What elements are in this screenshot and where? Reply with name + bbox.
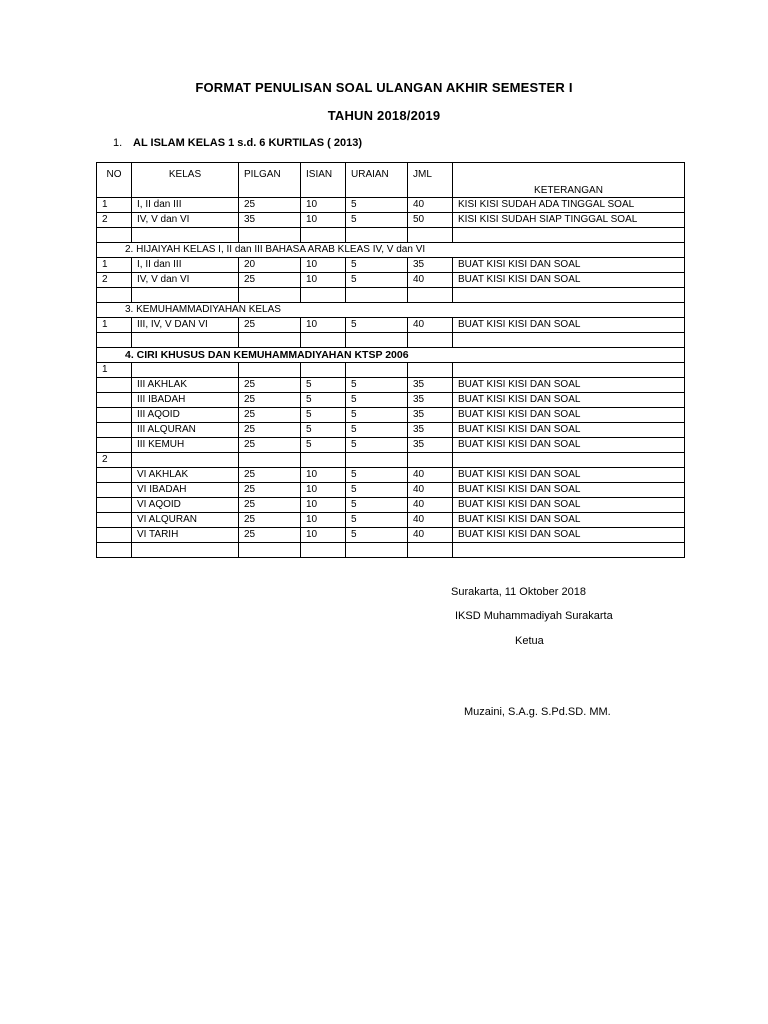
- cell-no: 1: [97, 198, 132, 213]
- table-row: [97, 438, 685, 453]
- empty-cell: [453, 333, 685, 348]
- cell-pilgan: 25: [239, 438, 301, 453]
- document-subtitle: TAHUN 2018/2019: [327, 108, 441, 123]
- section-1-number: 1.: [113, 137, 123, 149]
- cell-pilgan: 20: [239, 258, 301, 273]
- empty-cell: [132, 228, 239, 243]
- cell-ket: BUAT KISI KISI DAN SOAL: [453, 438, 685, 453]
- cell-pilgan: 25: [239, 198, 301, 213]
- cell-kelas: III IBADAH: [132, 393, 239, 408]
- table-row: [97, 483, 685, 498]
- cell-jml: 40: [408, 273, 453, 288]
- header-uraian: URAIAN: [346, 163, 408, 198]
- cell-no: [97, 438, 132, 453]
- table-row: [97, 513, 685, 528]
- cell-jml: 40: [408, 498, 453, 513]
- empty-cell: [346, 333, 408, 348]
- table-row: [97, 498, 685, 513]
- cell-no: [97, 378, 132, 393]
- cell-ket: BUAT KISI KISI DAN SOAL: [453, 378, 685, 393]
- section-1-heading: [113, 137, 362, 149]
- cell-no: 2: [97, 213, 132, 228]
- cell-pilgan: 25: [239, 483, 301, 498]
- section-heading-row: [97, 348, 685, 363]
- cell-jml: 35: [408, 258, 453, 273]
- section-1-label: AL ISLAM KELAS 1 s.d. 6 KURTILAS ( 2013): [133, 137, 363, 149]
- table-spacer-row: [97, 543, 685, 558]
- table-row: [97, 393, 685, 408]
- table-row: [97, 273, 685, 288]
- cell-uraian: 5: [346, 513, 408, 528]
- cell-isian: 10: [301, 468, 346, 483]
- table-spacer-row: [97, 228, 685, 243]
- cell-no: 1: [97, 258, 132, 273]
- cell-kelas: I, II dan III: [132, 198, 239, 213]
- header-keterangan: KETERANGAN: [453, 163, 685, 198]
- cell-isian: [301, 453, 346, 468]
- cell-no: [97, 498, 132, 513]
- cell-ket: [453, 363, 685, 378]
- table-row: [97, 468, 685, 483]
- cell-uraian: 5: [346, 378, 408, 393]
- cell-no: [97, 528, 132, 543]
- cell-jml: [408, 363, 453, 378]
- table-row: [97, 198, 685, 213]
- cell-isian: 10: [301, 513, 346, 528]
- cell-uraian: 5: [346, 273, 408, 288]
- empty-cell: [239, 333, 301, 348]
- cell-no: [97, 393, 132, 408]
- cell-kelas: [132, 453, 239, 468]
- cell-uraian: 5: [346, 438, 408, 453]
- table-spacer-row: [97, 288, 685, 303]
- empty-cell: [301, 288, 346, 303]
- cell-uraian: 5: [346, 423, 408, 438]
- cell-no: [97, 423, 132, 438]
- cell-uraian: [346, 453, 408, 468]
- cell-jml: 35: [408, 408, 453, 423]
- cell-kelas: III AKHLAK: [132, 378, 239, 393]
- empty-cell: [408, 543, 453, 558]
- cell-no: 1: [97, 363, 132, 378]
- cell-isian: 5: [301, 408, 346, 423]
- signature-role: Ketua: [515, 635, 544, 647]
- cell-pilgan: 25: [239, 468, 301, 483]
- cell-uraian: 5: [346, 213, 408, 228]
- table-row: [97, 363, 685, 378]
- cell-pilgan: 25: [239, 273, 301, 288]
- empty-cell: [97, 543, 132, 558]
- cell-uraian: 5: [346, 408, 408, 423]
- table-row: [97, 318, 685, 333]
- cell-jml: 35: [408, 423, 453, 438]
- cell-kelas: VI IBADAH: [132, 483, 239, 498]
- cell-uraian: 5: [346, 483, 408, 498]
- cell-jml: 40: [408, 483, 453, 498]
- signature-organization: IKSD Muhammadiyah Surakarta: [455, 610, 613, 622]
- cell-ket: BUAT KISI KISI DAN SOAL: [453, 423, 685, 438]
- table-row: [97, 453, 685, 468]
- cell-jml: 40: [408, 198, 453, 213]
- section-heading-row: [97, 303, 685, 318]
- cell-ket: BUAT KISI KISI DAN SOAL: [453, 483, 685, 498]
- cell-pilgan: 35: [239, 213, 301, 228]
- table-row: [97, 423, 685, 438]
- empty-cell: [346, 288, 408, 303]
- cell-isian: 10: [301, 258, 346, 273]
- cell-jml: 40: [408, 528, 453, 543]
- cell-uraian: 5: [346, 318, 408, 333]
- cell-isian: 10: [301, 318, 346, 333]
- section-heading-row: [97, 243, 685, 258]
- signature-place-date: Surakarta, 11 Oktober 2018: [451, 586, 586, 598]
- cell-ket: BUAT KISI KISI DAN SOAL: [453, 318, 685, 333]
- section-heading: 4. CIRI KHUSUS DAN KEMUHAMMADIYAHAN KTSP 2006: [97, 348, 685, 363]
- cell-isian: [301, 363, 346, 378]
- empty-cell: [132, 288, 239, 303]
- table-row: [97, 378, 685, 393]
- cell-uraian: [346, 363, 408, 378]
- cell-isian: 5: [301, 438, 346, 453]
- cell-isian: 5: [301, 378, 346, 393]
- table-spacer-row: [97, 333, 685, 348]
- cell-isian: 5: [301, 423, 346, 438]
- cell-pilgan: 25: [239, 528, 301, 543]
- cell-ket: BUAT KISI KISI DAN SOAL: [453, 393, 685, 408]
- signature-name: Muzaini, S.A.g. S.Pd.SD. MM.: [464, 706, 611, 718]
- cell-isian: 10: [301, 198, 346, 213]
- cell-kelas: III KEMUH: [132, 438, 239, 453]
- section-heading: 3. KEMUHAMMADIYAHAN KELAS: [97, 303, 685, 318]
- cell-ket: [453, 453, 685, 468]
- cell-ket: BUAT KISI KISI DAN SOAL: [453, 468, 685, 483]
- cell-isian: 10: [301, 528, 346, 543]
- cell-kelas: I, II dan III: [132, 258, 239, 273]
- empty-cell: [97, 333, 132, 348]
- cell-no: 2: [97, 273, 132, 288]
- empty-cell: [301, 228, 346, 243]
- cell-pilgan: 25: [239, 408, 301, 423]
- cell-kelas: IV, V dan VI: [132, 213, 239, 228]
- table-row: [97, 213, 685, 228]
- empty-cell: [408, 288, 453, 303]
- cell-uraian: 5: [346, 498, 408, 513]
- cell-ket: BUAT KISI KISI DAN SOAL: [453, 258, 685, 273]
- empty-cell: [132, 333, 239, 348]
- cell-pilgan: 25: [239, 393, 301, 408]
- cell-uraian: 5: [346, 198, 408, 213]
- exam-format-table: [96, 162, 685, 558]
- cell-isian: 10: [301, 273, 346, 288]
- header-no: NO: [97, 163, 132, 198]
- cell-no: 1: [97, 318, 132, 333]
- cell-uraian: 5: [346, 528, 408, 543]
- empty-cell: [97, 288, 132, 303]
- cell-no: [97, 468, 132, 483]
- cell-no: [97, 513, 132, 528]
- empty-cell: [346, 228, 408, 243]
- header-isian: ISIAN: [301, 163, 346, 198]
- cell-kelas: VI AKHLAK: [132, 468, 239, 483]
- cell-kelas: III AQOID: [132, 408, 239, 423]
- cell-kelas: VI TARIH: [132, 528, 239, 543]
- cell-ket: BUAT KISI KISI DAN SOAL: [453, 498, 685, 513]
- cell-kelas: IV, V dan VI: [132, 273, 239, 288]
- cell-uraian: 5: [346, 393, 408, 408]
- table-row: [97, 258, 685, 273]
- cell-jml: 40: [408, 468, 453, 483]
- cell-kelas: III, IV, V DAN VI: [132, 318, 239, 333]
- header-pilgan: PILGAN: [239, 163, 301, 198]
- document-title: FORMAT PENULISAN SOAL ULANGAN AKHIR SEMESTER I: [195, 80, 573, 95]
- cell-pilgan: 25: [239, 378, 301, 393]
- cell-pilgan: [239, 453, 301, 468]
- cell-pilgan: 25: [239, 318, 301, 333]
- cell-pilgan: 25: [239, 513, 301, 528]
- cell-kelas: [132, 363, 239, 378]
- cell-jml: 35: [408, 393, 453, 408]
- table-row: [97, 408, 685, 423]
- cell-no: [97, 408, 132, 423]
- cell-ket: BUAT KISI KISI DAN SOAL: [453, 513, 685, 528]
- table-header-row: [97, 163, 685, 198]
- cell-isian: 5: [301, 393, 346, 408]
- cell-jml: [408, 453, 453, 468]
- cell-ket: BUAT KISI KISI DAN SOAL: [453, 273, 685, 288]
- cell-kelas: VI AQOID: [132, 498, 239, 513]
- empty-cell: [239, 228, 301, 243]
- cell-jml: 40: [408, 318, 453, 333]
- cell-jml: 40: [408, 513, 453, 528]
- empty-cell: [239, 543, 301, 558]
- cell-jml: 35: [408, 438, 453, 453]
- empty-cell: [239, 288, 301, 303]
- header-jml: JML: [408, 163, 453, 198]
- cell-pilgan: 25: [239, 423, 301, 438]
- empty-cell: [97, 228, 132, 243]
- cell-ket: BUAT KISI KISI DAN SOAL: [453, 528, 685, 543]
- empty-cell: [408, 333, 453, 348]
- empty-cell: [453, 288, 685, 303]
- cell-jml: 35: [408, 378, 453, 393]
- empty-cell: [453, 228, 685, 243]
- empty-cell: [408, 228, 453, 243]
- cell-kelas: VI ALQURAN: [132, 513, 239, 528]
- cell-isian: 10: [301, 483, 346, 498]
- empty-cell: [453, 543, 685, 558]
- section-heading: 2. HIJAIYAH KELAS I, II dan III BAHASA ARAB KLEAS IV, V dan VI: [97, 243, 685, 258]
- cell-uraian: 5: [346, 468, 408, 483]
- empty-cell: [346, 543, 408, 558]
- cell-isian: 10: [301, 498, 346, 513]
- header-kelas: KELAS: [132, 163, 239, 198]
- cell-isian: 10: [301, 213, 346, 228]
- cell-kelas: III ALQURAN: [132, 423, 239, 438]
- cell-ket: KISI KISI SUDAH ADA TINGGAL SOAL: [453, 198, 685, 213]
- cell-pilgan: 25: [239, 498, 301, 513]
- empty-cell: [132, 543, 239, 558]
- table-row: [97, 528, 685, 543]
- empty-cell: [301, 333, 346, 348]
- cell-jml: 50: [408, 213, 453, 228]
- cell-pilgan: [239, 363, 301, 378]
- cell-no: 2: [97, 453, 132, 468]
- cell-uraian: 5: [346, 258, 408, 273]
- cell-ket: KISI KISI SUDAH SIAP TINGGAL SOAL: [453, 213, 685, 228]
- cell-no: [97, 483, 132, 498]
- cell-ket: BUAT KISI KISI DAN SOAL: [453, 408, 685, 423]
- empty-cell: [301, 543, 346, 558]
